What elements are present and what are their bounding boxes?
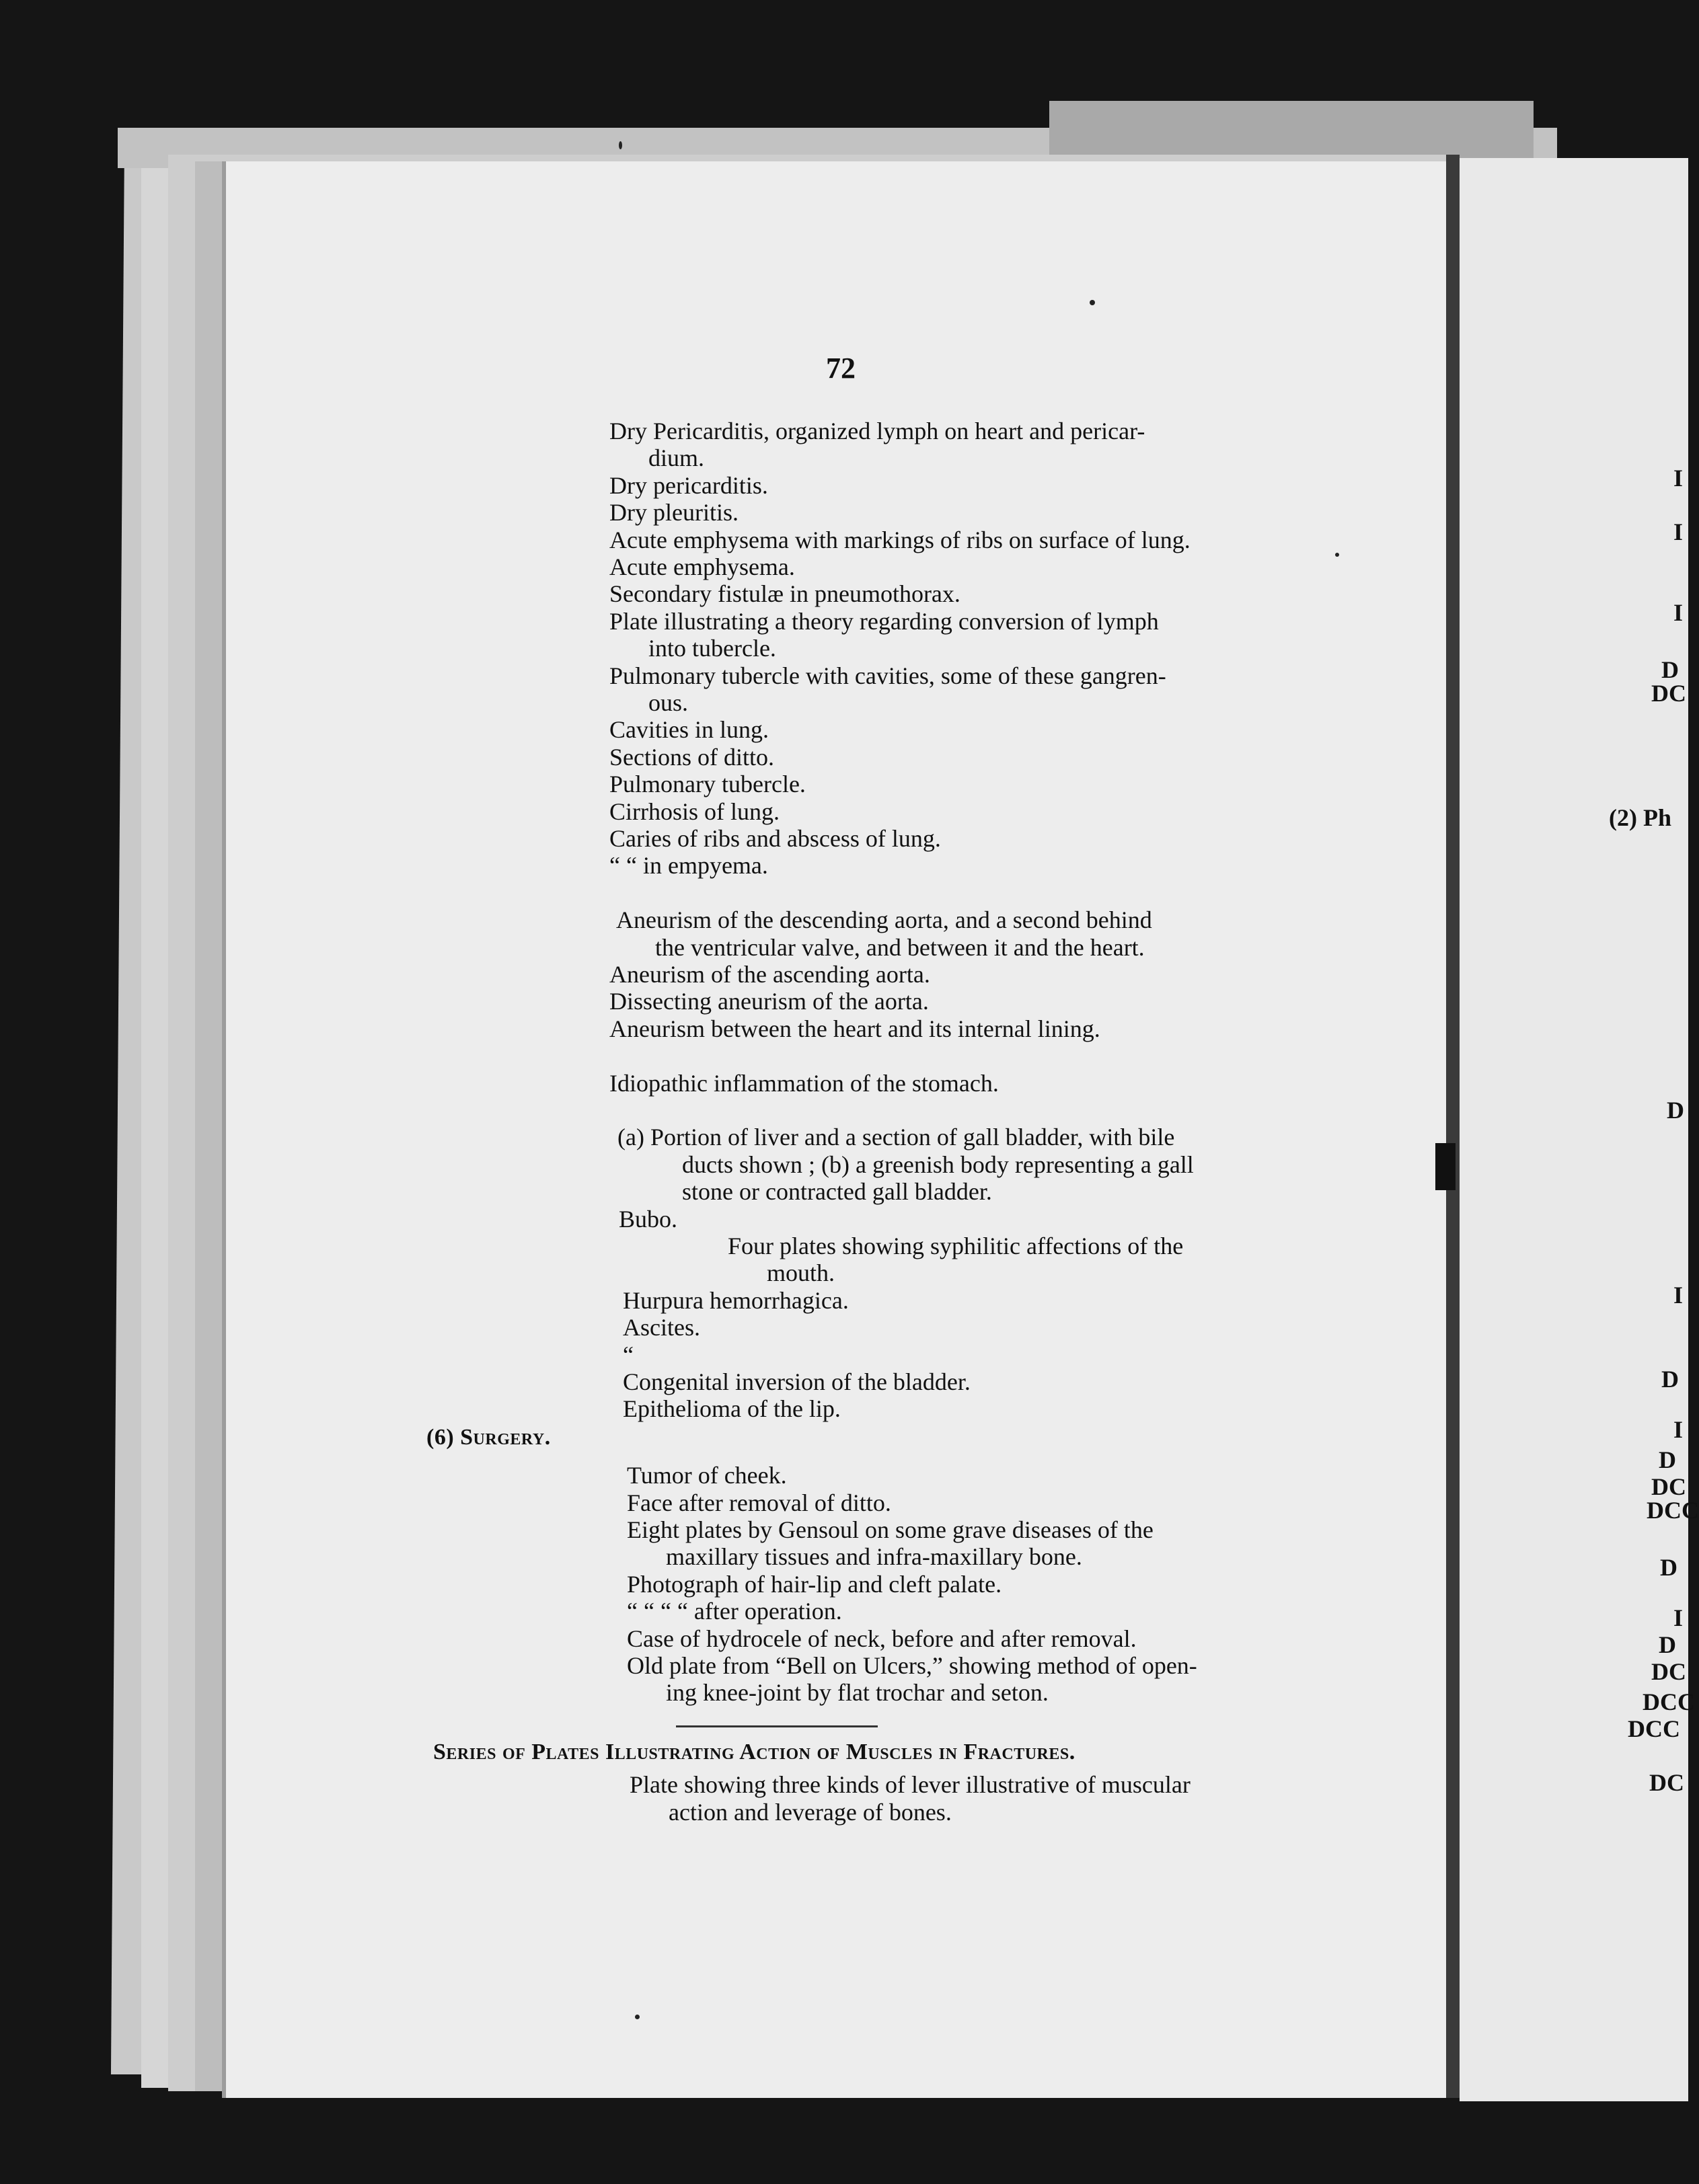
plate-description: Dry Pericarditis, organized lymph on heart and pericar- — [609, 418, 1145, 444]
speck — [619, 141, 622, 149]
plate-description: Photograph of hair-lip and cleft palate. — [627, 1570, 1002, 1598]
plate-description: Acute emphysema with markings of ribs on surface of lung. — [609, 526, 1191, 553]
plate-description: Dry pleuritis. — [609, 499, 739, 526]
plate-description: Dry pericarditis. — [609, 471, 768, 499]
book-cover-top-right — [1049, 101, 1534, 161]
next-page-fragment: (2) Ph — [1609, 804, 1671, 831]
next-page-fragment: I — [1673, 1282, 1684, 1309]
plate-description: Sections of ditto. — [609, 743, 774, 771]
next-page-fragment: I — [1673, 465, 1684, 492]
plate-description-continued: ing knee-joint by flat trochar and seton. — [666, 1679, 1049, 1707]
next-page-fragment: D — [1659, 1631, 1676, 1658]
next-page-fragment: DCC — [1628, 1715, 1680, 1742]
plate-description: Eight plates by Gensoul on some grave diseases of the — [627, 1516, 1154, 1543]
plate-description: Bubo. — [619, 1205, 678, 1233]
plate-description: Pulmonary tubercle. — [609, 771, 806, 798]
next-page-fragment: I — [1673, 599, 1684, 626]
plate-description: Congenital inversion of the bladder. — [623, 1368, 971, 1395]
plate-description: Tumor of cheek. — [627, 1462, 787, 1489]
plate-description: Plate illustrating a theory regarding conversion of lymph — [609, 607, 1159, 635]
plate-description-continued: stone or contracted gall bladder. — [682, 1178, 992, 1206]
next-page-fragment: DC — [1649, 1769, 1684, 1796]
next-page-fragment: DCC — [1643, 1688, 1695, 1715]
plate-description-continued: action and leverage of bones. — [669, 1798, 952, 1826]
next-page-fragment: I — [1673, 518, 1684, 545]
next-page-fragment: D — [1667, 1097, 1684, 1124]
plate-description: Secondary fistulæ in pneumothorax. — [609, 580, 960, 608]
plate-description: Old plate from “Bell on Ulcers,” showing method of open- — [627, 1652, 1197, 1679]
plate-description-continued: maxillary tissues and infra-maxillary bone. — [666, 1543, 1082, 1571]
plate-description: Cavities in lung. — [609, 716, 769, 744]
plate-description-continued: ous. — [648, 689, 689, 716]
next-page-fragment: DC — [1651, 680, 1686, 707]
plate-description-continued: into tubercle. — [648, 635, 776, 662]
plate-description-continued: the ventricular valve, and between it and the heart. — [655, 933, 1145, 961]
plate-description: Case of hydrocele of neck, before and after removal. — [627, 1625, 1137, 1652]
section-divider — [676, 1725, 878, 1727]
plate-description: Face after removal of ditto. — [627, 1489, 891, 1516]
plate-description: “ “ in empyema. — [609, 852, 768, 880]
plate-description-continued: dium. — [648, 444, 705, 472]
next-page-fragment: D — [1660, 1554, 1677, 1581]
next-page-fragment: D — [1659, 1446, 1676, 1473]
plate-description: Caries of ribs and abscess of lung. — [609, 825, 941, 852]
plate-description: “ — [623, 1341, 634, 1368]
plate-description: (a) Portion of liver and a section of gall bladder, with bile — [617, 1124, 1175, 1151]
plate-description: Ascites. — [623, 1314, 700, 1341]
next-page-fragment: I — [1673, 1604, 1684, 1631]
section-heading-surgery: (6) Surgery. — [426, 1424, 551, 1450]
plate-description: Aneurism between the heart and its internal lining. — [609, 1015, 1100, 1042]
plate-description-continued: ducts shown ; (b) a greenish body representing a gall — [682, 1150, 1194, 1178]
speck — [1090, 300, 1095, 305]
plate-description: Dissecting aneurism of the aorta. — [609, 988, 929, 1015]
next-page-fragment: DC — [1651, 1473, 1686, 1500]
plate-description: Aneurism of the ascending aorta. — [609, 961, 930, 988]
plate-description: Pulmonary tubercle with cavities, some of these gangren- — [609, 662, 1166, 689]
plate-description: “ “ “ “ after operation. — [627, 1598, 842, 1625]
gutter-clip — [1435, 1143, 1456, 1190]
plate-description: Hurpura hemorrhagica. — [623, 1286, 849, 1314]
plate-description: Epithelioma of the lip. — [623, 1395, 841, 1423]
right-page — [1460, 158, 1699, 2101]
next-page-fragment: D — [1661, 1366, 1679, 1393]
plate-description: Idiopathic inflammation of the stomach. — [609, 1069, 999, 1097]
plate-description: Aneurism of the descending aorta, and a second behind — [616, 906, 1152, 934]
next-page-fragment: DC — [1651, 1658, 1686, 1685]
page-number: 72 — [826, 352, 856, 385]
speck — [635, 2015, 640, 2019]
series-heading: Series of Plates Illustrating Action of Muscles in Fractures. — [433, 1739, 1075, 1764]
next-page-fragment: D — [1661, 656, 1679, 683]
speck — [1335, 553, 1339, 557]
plate-description: Cirrhosis of lung. — [609, 797, 780, 825]
book-gutter — [1446, 155, 1460, 2098]
next-page-fragment: I — [1673, 1416, 1684, 1443]
plate-description: Acute emphysema. — [609, 553, 795, 580]
next-page-fragment: DCC — [1647, 1497, 1699, 1524]
plate-description: Plate showing three kinds of lever illustrative of muscular — [630, 1771, 1191, 1799]
plate-description-continued: mouth. — [767, 1259, 835, 1287]
plate-description: Four plates showing syphilitic affections of the — [728, 1233, 1184, 1259]
